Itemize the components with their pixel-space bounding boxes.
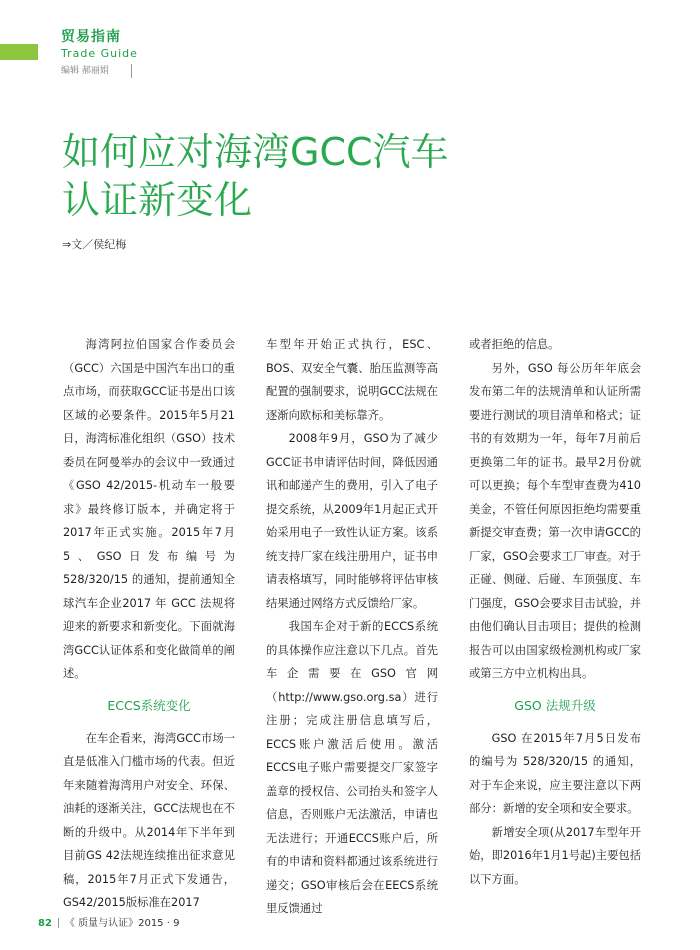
section-title-en: Trade Guide: [61, 47, 138, 60]
page-number: 82: [38, 918, 52, 929]
paragraph: 2008年9月，GSO为了减少GCC证书申请评估时间，降低因通讯和邮递产生的费用，引入了电子提交系统，从2009年1月起正式开始采用电子一致性认证方案。该系统支持厂家在线注册用户，证书申请表格填写，同时能够将评估审核结果通过网络方式反馈给厂家。: [266, 432, 438, 610]
paragraph: 我国车企对于新的ECCS系统的具体操作应注意以下几点。首先车企需要在GSO官网（http://www.gso.org.sa）进行注册；完成注册信息填写后，ECCS账户激活后使用。激活ECCS电子账户需要提交厂家签字盖章的授权信、公司抬头和签字人信息，否则账户无法激活，申请也无法进行；开通ECCS账户后，所有的申请和资料都通过该系统进行递交；GSO审核后会在EECS系统里反馈通过: [266, 620, 438, 915]
title-line-2: 认证新变化: [62, 178, 253, 222]
section-title-cn: 贸易指南: [61, 29, 121, 45]
article-title: [62, 128, 502, 224]
header-divider: [61, 64, 132, 78]
text-column-1: [63, 333, 235, 915]
paragraph: 在车企看来，海湾GCC市场一直是低准入门槛市场的代表。但近年来随着海湾用户对安全、环保、油耗的逐渐关注，GCC法规也在不断的升级中。从2014年下半年到目前GS 42法规连续推出征求意见稿，2015年7月正式下发通告，GS42/2015版标准在2017: [63, 731, 235, 909]
paragraph: GSO 在2015年7月5日发布的编号为 528/320/15 的通知，对于车企来说，应主要注意以下两部分：新增的安全项和安全要求。: [469, 731, 641, 815]
subheading-eccs: ECCS系统变化: [107, 697, 191, 713]
journal-name: 《 质量与认证》2015 · 9: [64, 918, 180, 929]
byline: ⇒文／侯纪梅: [62, 238, 127, 251]
editor-credit: 编辑 郝丽娟: [61, 66, 109, 76]
section-color-bar: [0, 44, 38, 60]
footer-divider: [58, 918, 59, 928]
paragraph: 新增安全项(从2017车型年开始，即2016年1月1号起)主要包括以下方面。: [469, 825, 641, 886]
paragraph: 车型年开始正式执行，ESC、BOS、双安全气囊、胎压监测等高配置的强制要求，说明GCC法规在逐渐向欧标和美标靠齐。: [266, 338, 438, 422]
paragraph: 或者拒绝的信息。: [469, 338, 560, 351]
title-line-1: 如何应对海湾GCC汽车: [62, 130, 449, 174]
paragraph: 另外，GSO 每公历年年底会发布第二年的法规清单和认证所需要进行测试的项目清单和格式；证书的有效期为一年，每年7月前后更换第二年的证书。最早2月份就可以更换；每个车型审查费为410美金，不管任何原因拒绝均需要重新提交审查费；第一次申请GCC的厂家，GSO会要求工厂审查。对于正碰、侧碰、后碰、车顶强度、车门强度，GSO会要求目击试验，并由他们确认目击项目；提供的检测报告可以由国家级检测机构或厂家或第三方中立机构出具。: [469, 361, 641, 680]
text-column-3: [469, 333, 641, 891]
text-column-2: [266, 333, 438, 921]
paragraph: 海湾阿拉伯国家合作委员会（GCC）六国是中国汽车出口的重点市场，而获取GCC证书是出口该区域的必要条件。2015年5月21日，海湾标准化组织（GSO）技术委员在阿曼举办的会议中一致通过《GSO 42/2015-机动车一般要求》最终修订版本，并确定将于2017年正式实施。2015年7月5、GSO日发布编号为 528/320/15 的通知，提前通知全球汽车企业2017 年 GCC 法规将迎来的新要求和新变化。下面就海湾GCC认证体系和变化做简单的阐述。: [63, 338, 235, 680]
page-footer: [38, 914, 179, 929]
subheading-gso: GSO 法规升级: [514, 697, 596, 713]
